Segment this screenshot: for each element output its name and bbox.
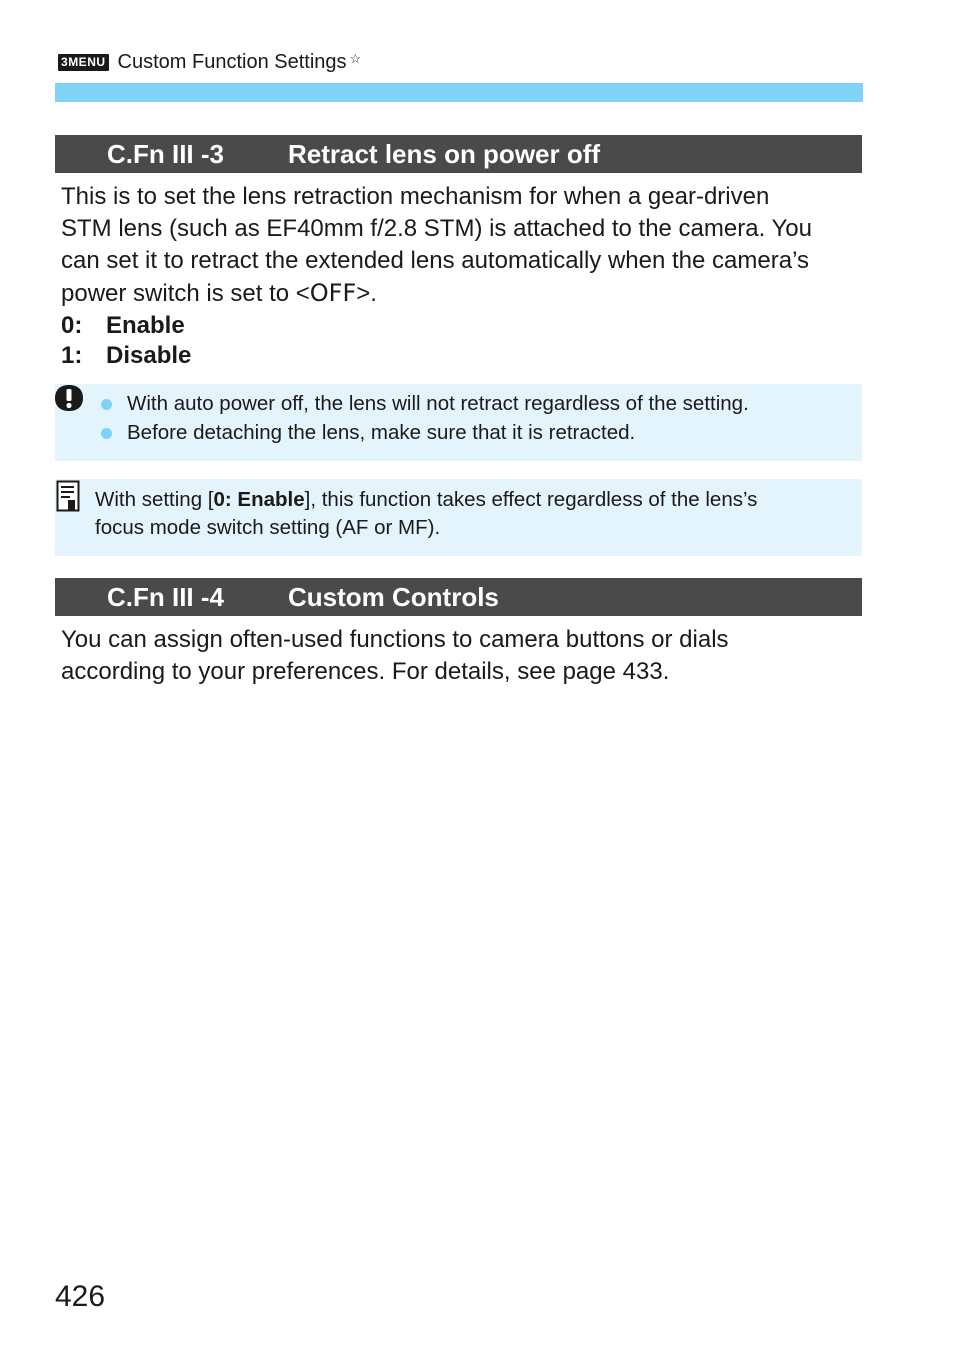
caution-item [101, 392, 749, 416]
description-line: You can assign often-used functions to camera buttons or dials [61, 626, 729, 653]
page-header [58, 48, 361, 76]
caution-icon [54, 384, 84, 412]
memo-setting-bold: 0: Enable [213, 488, 305, 511]
star-icon: ☆ [349, 51, 362, 66]
section-code: C.Fn III -3 [107, 138, 224, 169]
memo-text-pre: With setting [ [95, 488, 214, 511]
section-heading-cfn-3 [55, 135, 862, 173]
description-line: STM lens (such as EF40mm f/2.8 STM) is attached to the camera. You [61, 215, 812, 242]
chapter-title: Custom Function Settings [117, 50, 347, 73]
section-code: C.Fn III -4 [107, 581, 224, 612]
section-description [61, 624, 861, 688]
option-disable [61, 342, 191, 370]
description-line: This is to set the lens retraction mechanism for when a gear-driven [61, 183, 770, 210]
header-divider-bar [55, 83, 863, 102]
bullet-icon [101, 428, 112, 439]
memo-line [95, 486, 855, 514]
caution-text: With auto power off, the lens will not retract regardless of the setting. [127, 392, 749, 415]
option-label: Disable [106, 342, 192, 369]
description-text: power switch is set to < [61, 280, 310, 307]
menu-label: MENU [68, 55, 106, 69]
option-number: 0: [61, 312, 83, 339]
description-line: according to your preferences. For details, see page 433. [61, 658, 670, 685]
section-heading-cfn-4 [55, 578, 862, 616]
option-label: Enable [106, 312, 185, 339]
option-number: 1: [61, 342, 83, 369]
description-line [61, 277, 861, 310]
menu-tab-icon [58, 54, 109, 71]
memo-icon [56, 480, 80, 512]
section-title: Retract lens on power off [288, 138, 601, 169]
memo-line: focus mode switch setting (AF or MF). [95, 516, 441, 539]
power-off-symbol: OFF [309, 279, 357, 307]
bullet-icon [101, 399, 112, 410]
description-text: >. [356, 280, 377, 307]
section-description [61, 181, 861, 310]
memo-text-post: ], this function takes effect regardless of the lens’s [304, 488, 758, 511]
page-number: 426 [55, 1280, 106, 1313]
description-line: can set it to retract the extended lens automatically when the camera’s [61, 247, 809, 274]
memo-text [95, 486, 855, 542]
option-enable [61, 312, 185, 340]
section-title: Custom Controls [288, 581, 499, 612]
caution-item [101, 421, 635, 445]
caution-text: Before detaching the lens, make sure that it is retracted. [127, 421, 636, 444]
menu-tab-number: 3 [61, 55, 69, 69]
